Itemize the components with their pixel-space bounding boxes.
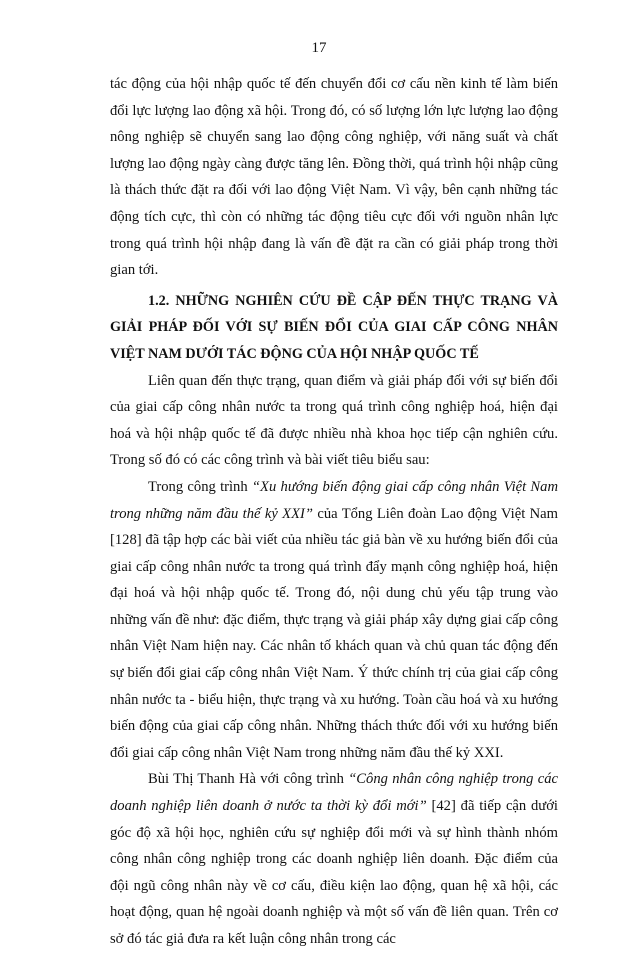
paragraph-3-lead: Trong công trình	[148, 478, 252, 495]
document-body	[110, 71, 558, 953]
paragraph-3	[110, 474, 558, 767]
paragraph-4-body: [42] đã tiếp cận dưới góc độ xã hội học, nghiên cứu sự nghiệp đổi mới và sự hình thành nhóm công nhân công nghiệp trong các doanh nghiệp liên doanh. Đặc điểm của đội ngũ công nhân này về cơ cấu, điều kiện lao động, quan hệ xã hội, các hoạt động, quan hệ ngoài doanh nghiệp và một số vấn đề liên quan. Trên cơ sở đó tác giả đưa ra kết luận công nhân trong các	[110, 798, 558, 947]
paragraph-4-work-title: “Công nhân công nghiệp trong các doanh nghiệp liên doanh ở nước ta thời kỳ đổi mới”	[110, 771, 559, 815]
paragraph-3-work-title: “Xu hướng biến động giai cấp công nhân Việt Nam trong những năm đầu thế kỷ XXI”	[110, 478, 559, 522]
paragraph-4-lead: Bùi Thị Thanh Hà với công trình	[148, 771, 349, 788]
paragraph-4	[110, 766, 558, 952]
paragraph-1: tác động của hội nhập quốc tế đến chuyển đổi cơ cấu nền kinh tế làm biến đổi lực lượng lao động xã hội. Trong đó, có số lượng lớn lực lượng lao động nông nghiệp sẽ chuyển sang lao động công nghiệp, với năng suất và chất lượng lao động ngày càng được tăng lên. Đồng thời, quá trình hội nhập cũng là thách thức đặt ra đối với lao động Việt Nam. Vì vậy, bên cạnh những tác động tích cực, thì còn có những tác động tiêu cực đối với nguồn nhân lực trong quá trình hội nhập đang là vấn đề đặt ra cần có giải pháp trong thời gian tới.	[110, 76, 558, 279]
paragraph-3-body: của Tổng Liên đoàn Lao động Việt Nam [128] đã tập hợp các bài viết của nhiều tác giả bàn về xu hướng biến đổi của giai cấp công nhân nước ta trong quá trình đẩy mạnh công nghiệp hoá, hiện đại hoá và hội nhập quốc tế. Trong đó, nội dung chủ yếu tập trung vào những vấn đề như: đặc điểm, thực trạng và giải pháp xây dựng giai cấp công nhân Việt Nam hiện nay. Các nhân tố khách quan và chủ quan tác động đến sự biến đổi giai cấp công nhân Việt Nam. Ý thức chính trị của giai cấp công nhân nước ta - biểu hiện, thực trạng và xu hướng. Toàn cầu hoá và xu hướng biến động của giai cấp công nhân. Những thách thức đối với xu hướng biến đổi giai cấp công nhân Việt Nam trong những năm đầu thế kỷ XXI.	[110, 505, 558, 761]
section-heading: 1.2. NHỮNG NGHIÊN CỨU ĐỀ CẬP ĐẾN THỰC TRẠNG VÀ GIẢI PHÁP ĐỐI VỚI SỰ BIẾN ĐỔI CỦA GIAI CẤP CÔNG NHÂN VIỆT NAM DƯỚI TÁC ĐỘNG CỦA HỘI NHẬP QUỐC TẾ	[110, 292, 558, 362]
page-number: 17	[311, 40, 327, 56]
paragraph-2: Liên quan đến thực trạng, quan điểm và giải pháp đối với sự biến đổi của giai cấp công nhân nước ta trong quá trình công nghiệp hoá, hiện đại hoá và hội nhập quốc tế đã được nhiều nhà khoa học tiếp cận nghiên cứu. Trong số đó có các công trình và bài viết tiêu biểu sau:	[110, 372, 558, 469]
